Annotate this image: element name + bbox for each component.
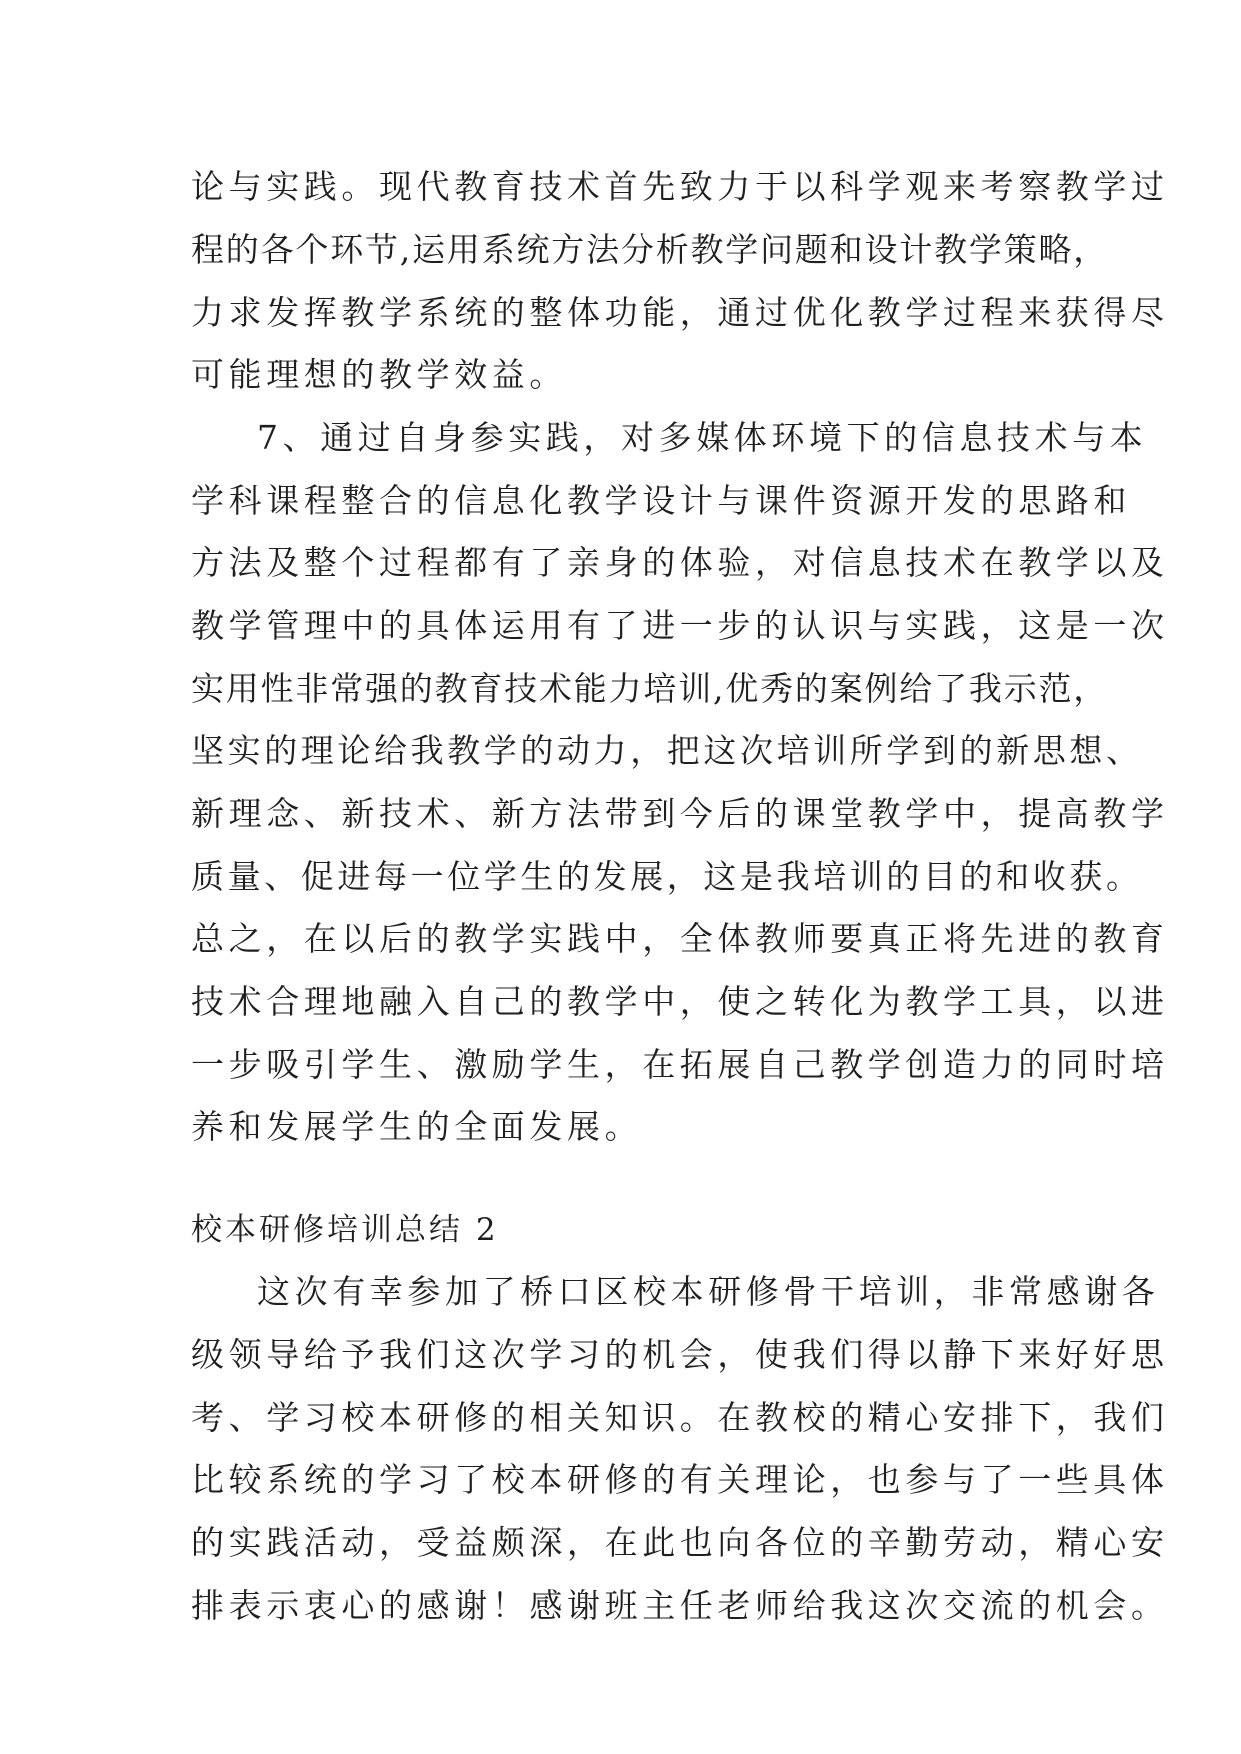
text-line: 的实践活动，受益颇深，在此也向各位的辛勤劳动，精心安: [191, 1523, 1169, 1562]
section-heading: 校本研修培训总结 2: [191, 1212, 499, 1248]
text-line: 程的各个环节,运用系统方法分析教学问题和设计教学策略，: [191, 230, 1109, 269]
text-line: 学科课程整合的信息化教学设计与课件资源开发的思路和: [191, 481, 1131, 520]
text-line: 总之，在以后的教学实践中，全体教师要真正将先进的教育: [191, 919, 1169, 958]
text-line: 技术合理地融入自己的教学中，使之转化为教学工具，以进: [191, 982, 1169, 1021]
text-line: 排表示衷心的感谢！感谢班主任老师给我这次交流的机会。: [191, 1586, 1169, 1625]
text-line: 坚实的理论给我教学的动力，把这次培训所学到的新思想、: [191, 731, 1143, 770]
text-line: 这次有幸参加了桥口区校本研修骨干培训，非常感谢各: [257, 1272, 1160, 1311]
text-line: 考、学习校本研修的相关知识。在教校的精心安排下，我们: [191, 1398, 1169, 1437]
text-line: 可能理想的教学效益。: [191, 355, 567, 394]
text-line: 级领导给予我们这次学习的机会，使我们得以静下来好好思: [191, 1335, 1169, 1374]
text-line: 一步吸引学生、激励学生，在拓展自己教学创造力的同时培: [191, 1045, 1169, 1084]
text-line: 7、通过自身参实践，对多媒体环境下的信息技术与本: [257, 418, 1148, 457]
text-line: 质量、促进每一位学生的发展，这是我培训的目的和收获。: [191, 857, 1143, 896]
text-line: 新理念、新技术、新方法带到今后的课堂教学中，提高教学: [191, 794, 1169, 833]
text-line: 实用性非常强的教育技术能力培训,优秀的案例给了我示范，: [191, 669, 1109, 708]
text-line: 论与实践。现代教育技术首先致力于以科学观来考察教学过: [191, 167, 1169, 206]
text-line: 方法及整个过程都有了亲身的体验，对信息技术在教学以及: [191, 543, 1169, 582]
text-line: 力求发挥教学系统的整体功能，通过优化教学过程来获得尽: [191, 293, 1169, 332]
text-line: 比较系统的学习了校本研修的有关理论，也参与了一些具体: [191, 1460, 1169, 1499]
text-line: 教学管理中的具体运用有了进一步的认识与实践，这是一次: [191, 606, 1169, 645]
text-line: 养和发展学生的全面发展。: [191, 1107, 643, 1146]
